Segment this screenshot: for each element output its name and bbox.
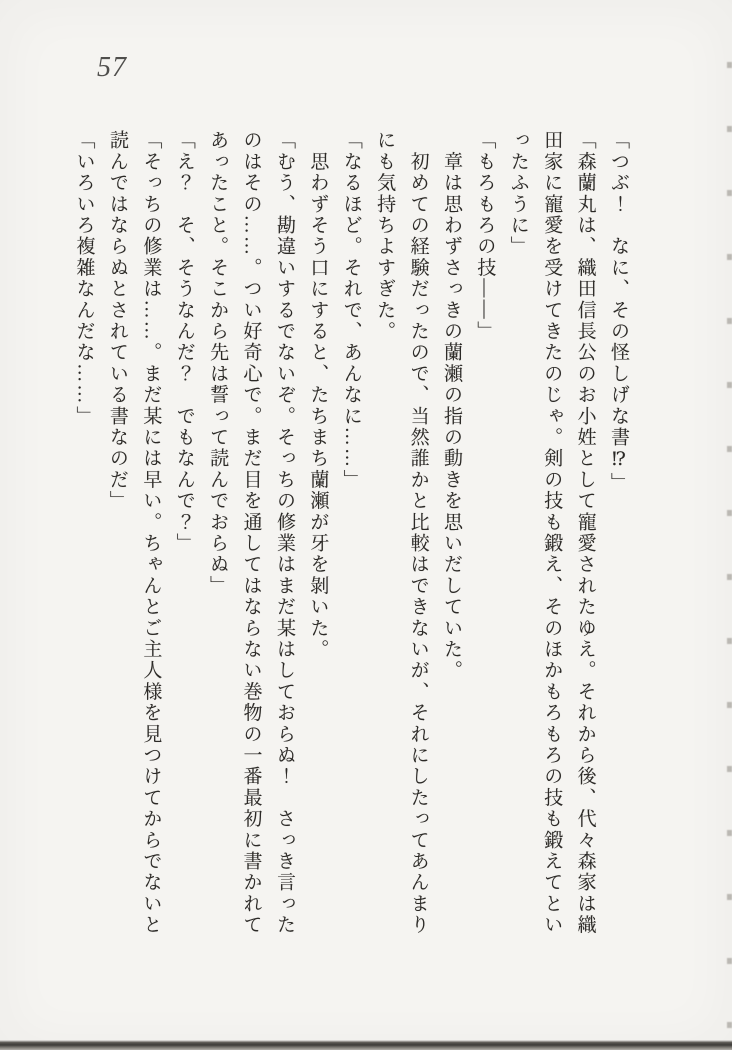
text-column-4: ったふうに」 [507, 130, 529, 258]
text-column-11: 「むう、勘違いするでないぞ。そっちの修業はまだ某はしておらぬ！ さっき言った [273, 130, 295, 936]
page-number: 57 [97, 52, 127, 83]
text-column-3: 田家に寵愛を受けてきたのじゃ。剣の技も鍛え、そのほかもろもろの技も鍛えてとい [541, 130, 563, 936]
text-column-1: 「つぶ！ なに、その怪しげな書⁉」 [608, 130, 629, 494]
text-column-6: 章は思わずさっきの蘭瀬の指の動きを思いだしていた。 [440, 130, 462, 682]
text-column-13: あったこと。そこから先は誓って読んでおらぬ」 [207, 130, 229, 597]
text-column-14: 「え？ そ、そうなんだ？ でもなんで？」 [173, 130, 195, 554]
page-bottom-edge [0, 1040, 732, 1050]
text-column-15: 「そっちの修業は……。まだ某には早い。ちゃんとご主人様を見つけてからでないと [140, 130, 162, 936]
text-column-17: 「いろいろ複雑なんだな……」 [73, 130, 95, 427]
text-column-10: 思わずそう口にすると、たちまち蘭瀬が牙を剝いた。 [307, 130, 329, 660]
text-column-2: 「森蘭丸は、織田信長公のお小姓として寵愛されたゆえ。それから後、代々森家は織 [574, 130, 596, 936]
text-column-9: 「なるほど。それで、あんなに……」 [340, 130, 362, 491]
text-column-8: にも気持ちよすぎた。 [374, 130, 396, 342]
text-column-12: のはその……。つい好奇心で。まだ目を通してはならない巻物の一番最初に書かれて [240, 130, 262, 936]
text-column-16: 読んではならぬとされている書なのだ」 [106, 130, 128, 512]
text-column-5: 「もろもろの技――」 [474, 130, 496, 342]
vertical-text-block [67, 130, 635, 942]
text-column-7: 初めての経験だったので、当然誰かと比較はできないが、それにしたってあんまり [407, 130, 429, 936]
scan-edge-artifacts [727, 4, 732, 1039]
